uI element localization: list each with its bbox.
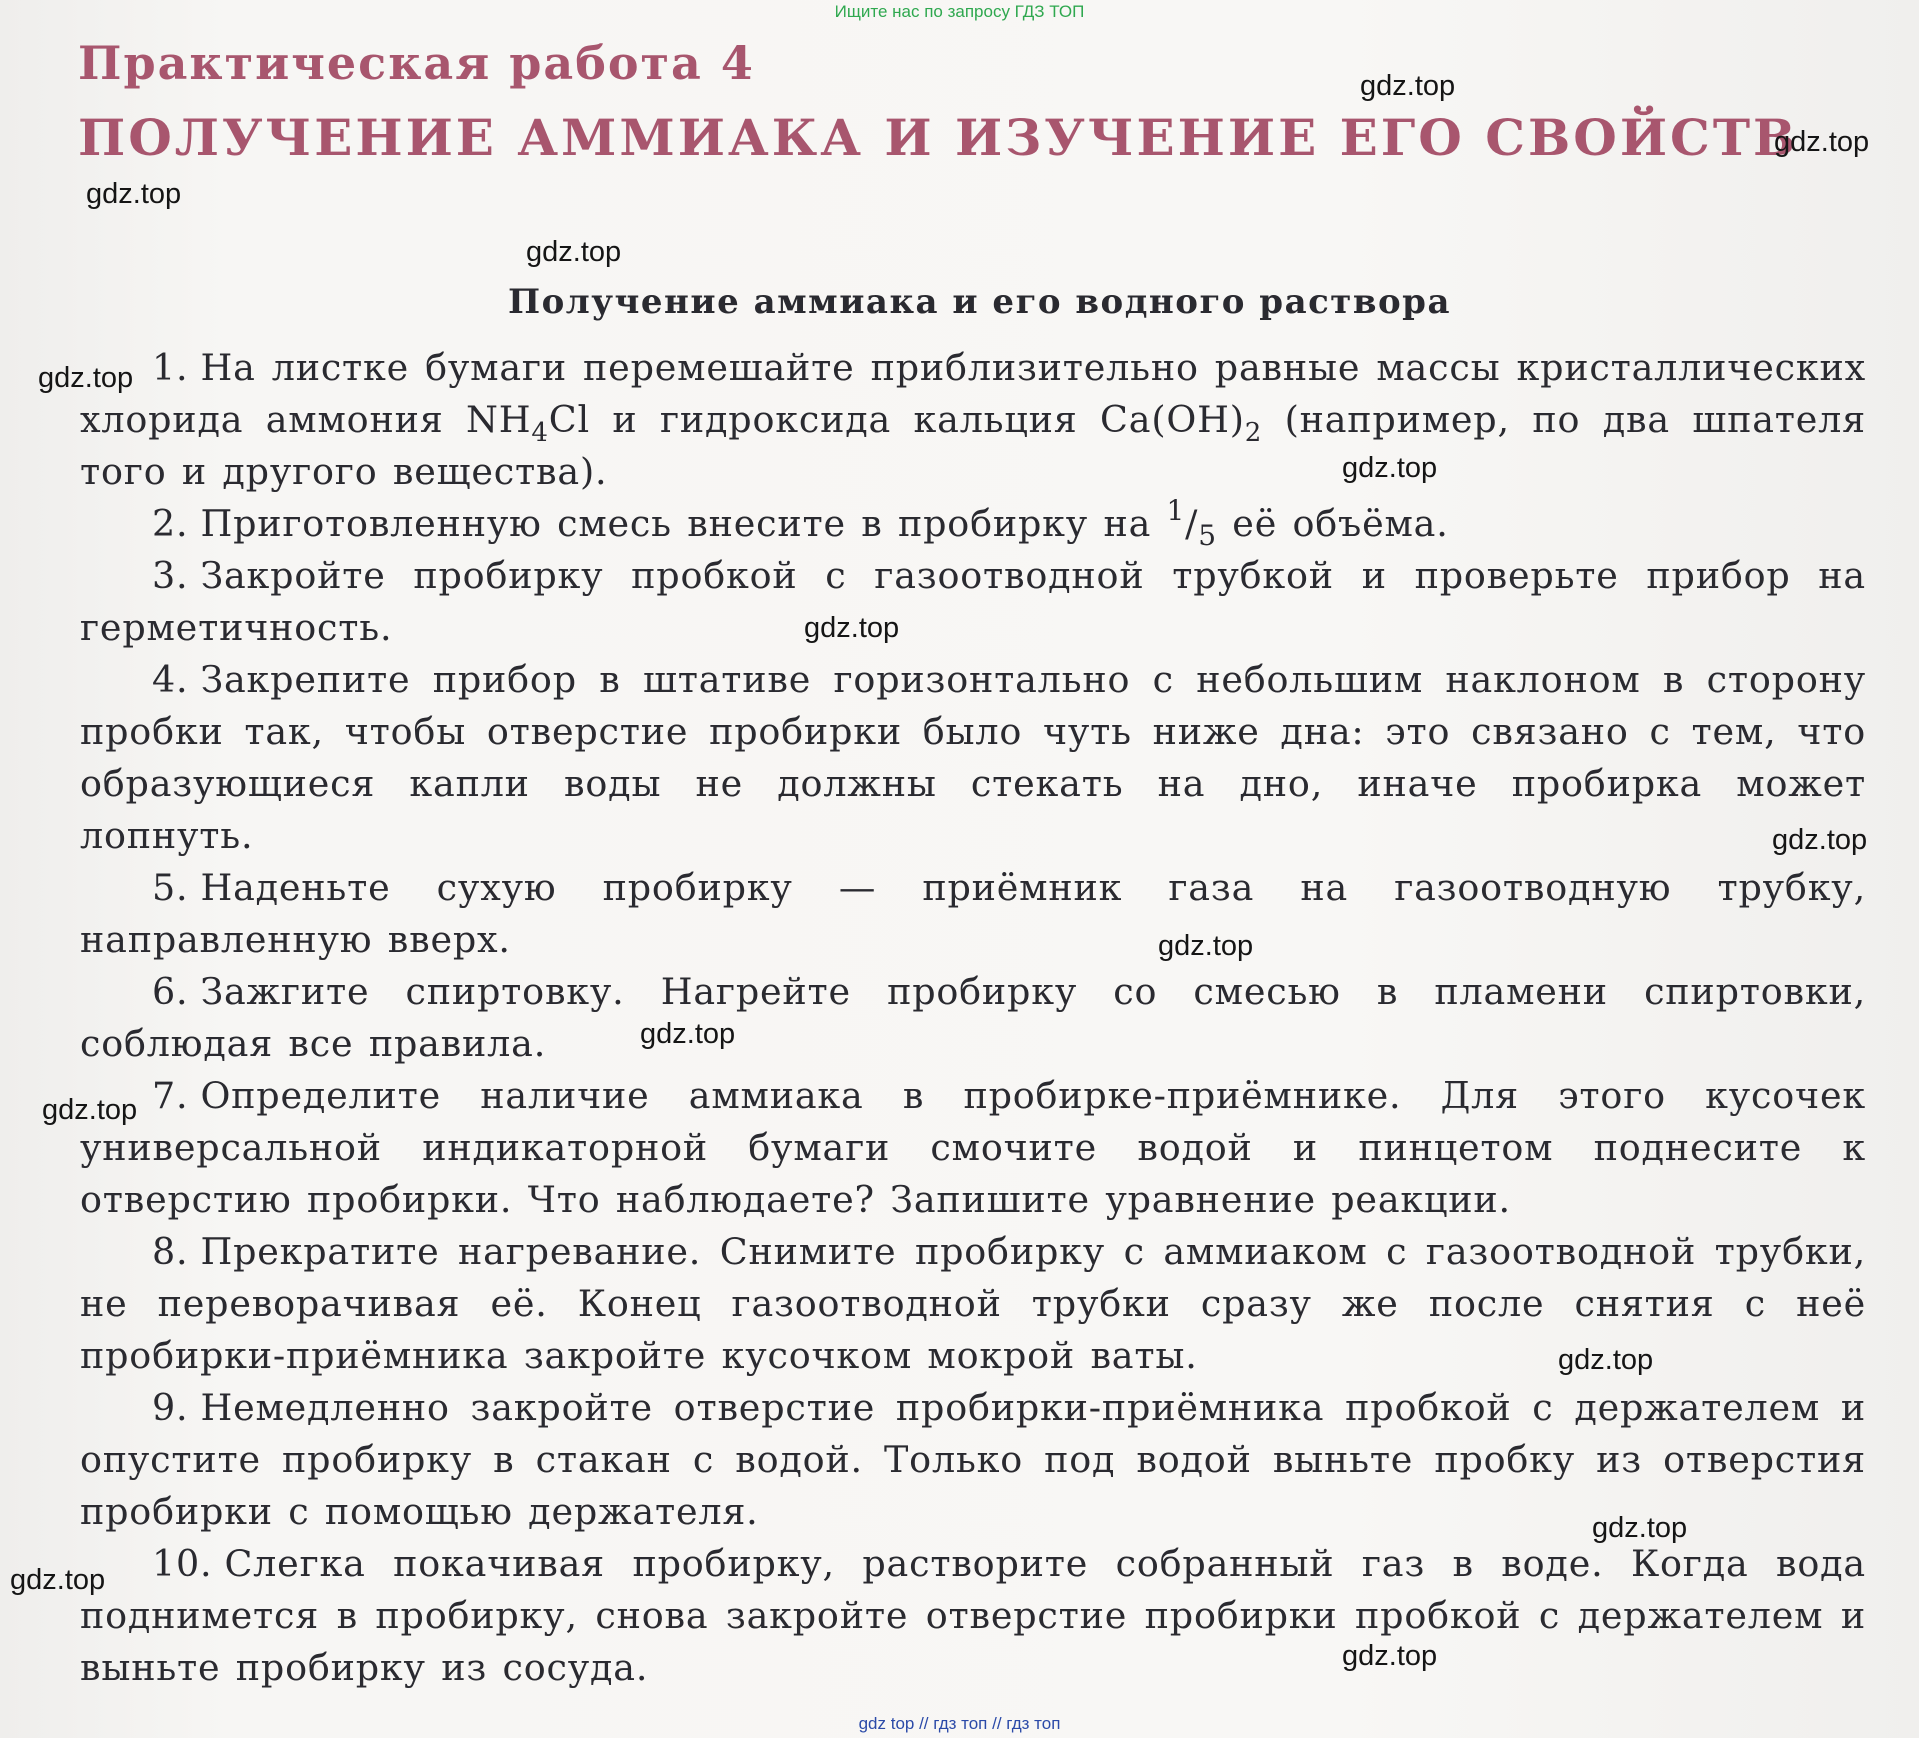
- steps-list: [80, 342, 1866, 1694]
- step-text: Определите наличие аммиака в пробирке-приёмнике. Для этого кусочек универсальной индикаторной бумаги смочите водой и пинцетом поднесите к отверстию пробирки. Что наблюдаете? Запишите уравнение реакции.: [80, 1074, 1866, 1221]
- step-7: [80, 1070, 1866, 1226]
- step-number: 3.: [152, 554, 189, 597]
- step-number: 5.: [152, 866, 189, 909]
- watermark: gdz.top: [804, 612, 900, 644]
- step-text: Закройте пробирку пробкой с газоотводной трубкой и проверьте прибор на герметичность.: [80, 554, 1866, 649]
- watermark: gdz.top: [526, 236, 622, 268]
- step-text: Cl и гидроксида кальция Ca(OH): [548, 398, 1245, 441]
- step-number: 7.: [152, 1074, 189, 1117]
- page-title: ПОЛУЧЕНИЕ АММИАКА И ИЗУЧЕНИЕ ЕГО СВОЙСТВ: [78, 108, 1799, 167]
- fraction-denominator: 5: [1198, 519, 1217, 552]
- step-text: На листке бумаги перемешайте приблизительно равные массы кристаллических хлорида аммония NH: [80, 346, 1866, 441]
- step-number: 9.: [152, 1386, 189, 1429]
- step-text: Немедленно закройте отверстие пробирки-приёмника пробкой с держателем и опустите пробирку в стакан с водой. Только под водой выньте пробку из отверстия пробирки с помощью держателя.: [80, 1386, 1866, 1533]
- watermark: gdz.top: [1592, 1512, 1688, 1544]
- step-number: 6.: [152, 970, 189, 1013]
- step-number: 8.: [152, 1230, 189, 1273]
- watermark: gdz.top: [42, 1094, 138, 1126]
- fraction-numerator: 1: [1166, 494, 1186, 527]
- step-text: Прекратите нагревание. Снимите пробирку с аммиаком с газоотводной трубки, не переворачивая её. Конец газоотводной трубки сразу же после снятия с неё пробирки-приёмника закройте кусочком мокрой ваты.: [80, 1230, 1866, 1377]
- step-3: [80, 550, 1866, 654]
- step-number: 4.: [152, 658, 189, 701]
- watermark: gdz.top: [38, 362, 134, 394]
- step-text: Приготовленную смесь внесите в пробирку на: [200, 502, 1167, 545]
- watermark: gdz.top: [640, 1018, 736, 1050]
- watermark: gdz.top: [1158, 930, 1254, 962]
- step-5: [80, 862, 1866, 966]
- fraction-slash: /: [1185, 502, 1199, 545]
- step-6: [80, 966, 1866, 1070]
- work-label: Практическая работа 4: [78, 36, 755, 90]
- step-number: 1.: [152, 346, 189, 389]
- watermark: gdz.top: [1774, 126, 1870, 158]
- step-4: [80, 654, 1866, 862]
- step-number: 2.: [152, 502, 189, 545]
- step-text: Слегка покачивая пробирку, растворите собранный газ в воде. Когда вода поднимется в пробирку, снова закройте отверстие пробирки пробкой с держателем и выньте пробирку из сосуда.: [80, 1542, 1866, 1689]
- step-text: Зажгите спиртовку. Нагрейте пробирку со смесью в пламени спиртовки, соблюдая все правила.: [80, 970, 1866, 1065]
- step-text: Наденьте сухую пробирку — приёмник газа на газоотводную трубку, направленную вверх.: [80, 866, 1866, 961]
- watermark: gdz.top: [1772, 824, 1868, 856]
- step-1: [80, 342, 1866, 498]
- watermark: gdz.top: [1342, 1640, 1438, 1672]
- watermark: gdz.top: [86, 178, 182, 210]
- step-text: (например, по два шпателя того и другого вещества).: [80, 398, 1866, 493]
- section-title: Получение аммиака и его водного раствора: [508, 282, 1451, 322]
- bottom-banner[interactable]: gdz top // гдз топ // гдз топ: [858, 1714, 1061, 1733]
- step-2: [80, 494, 1866, 552]
- step-text: Закрепите прибор в штативе горизонтально с небольшим наклоном в сторону пробки так, чтобы отверстие пробирки было чуть ниже дна: это связано с тем, что образующиеся капли воды не должны стекать на дно, иначе пробирка может лопнуть.: [80, 658, 1866, 857]
- step-text: её объёма.: [1216, 502, 1449, 545]
- watermark: gdz.top: [1558, 1344, 1654, 1376]
- watermark: gdz.top: [1360, 70, 1456, 102]
- fraction: [1166, 494, 1217, 552]
- subscript: 4: [531, 418, 549, 448]
- step-10: [80, 1538, 1866, 1694]
- subscript: 2: [1244, 418, 1263, 448]
- watermark: gdz.top: [10, 1564, 106, 1596]
- top-banner[interactable]: Ищите нас по запросу ГДЗ ТОП: [834, 2, 1085, 21]
- watermark: gdz.top: [1342, 452, 1438, 484]
- step-number: 10.: [152, 1542, 213, 1585]
